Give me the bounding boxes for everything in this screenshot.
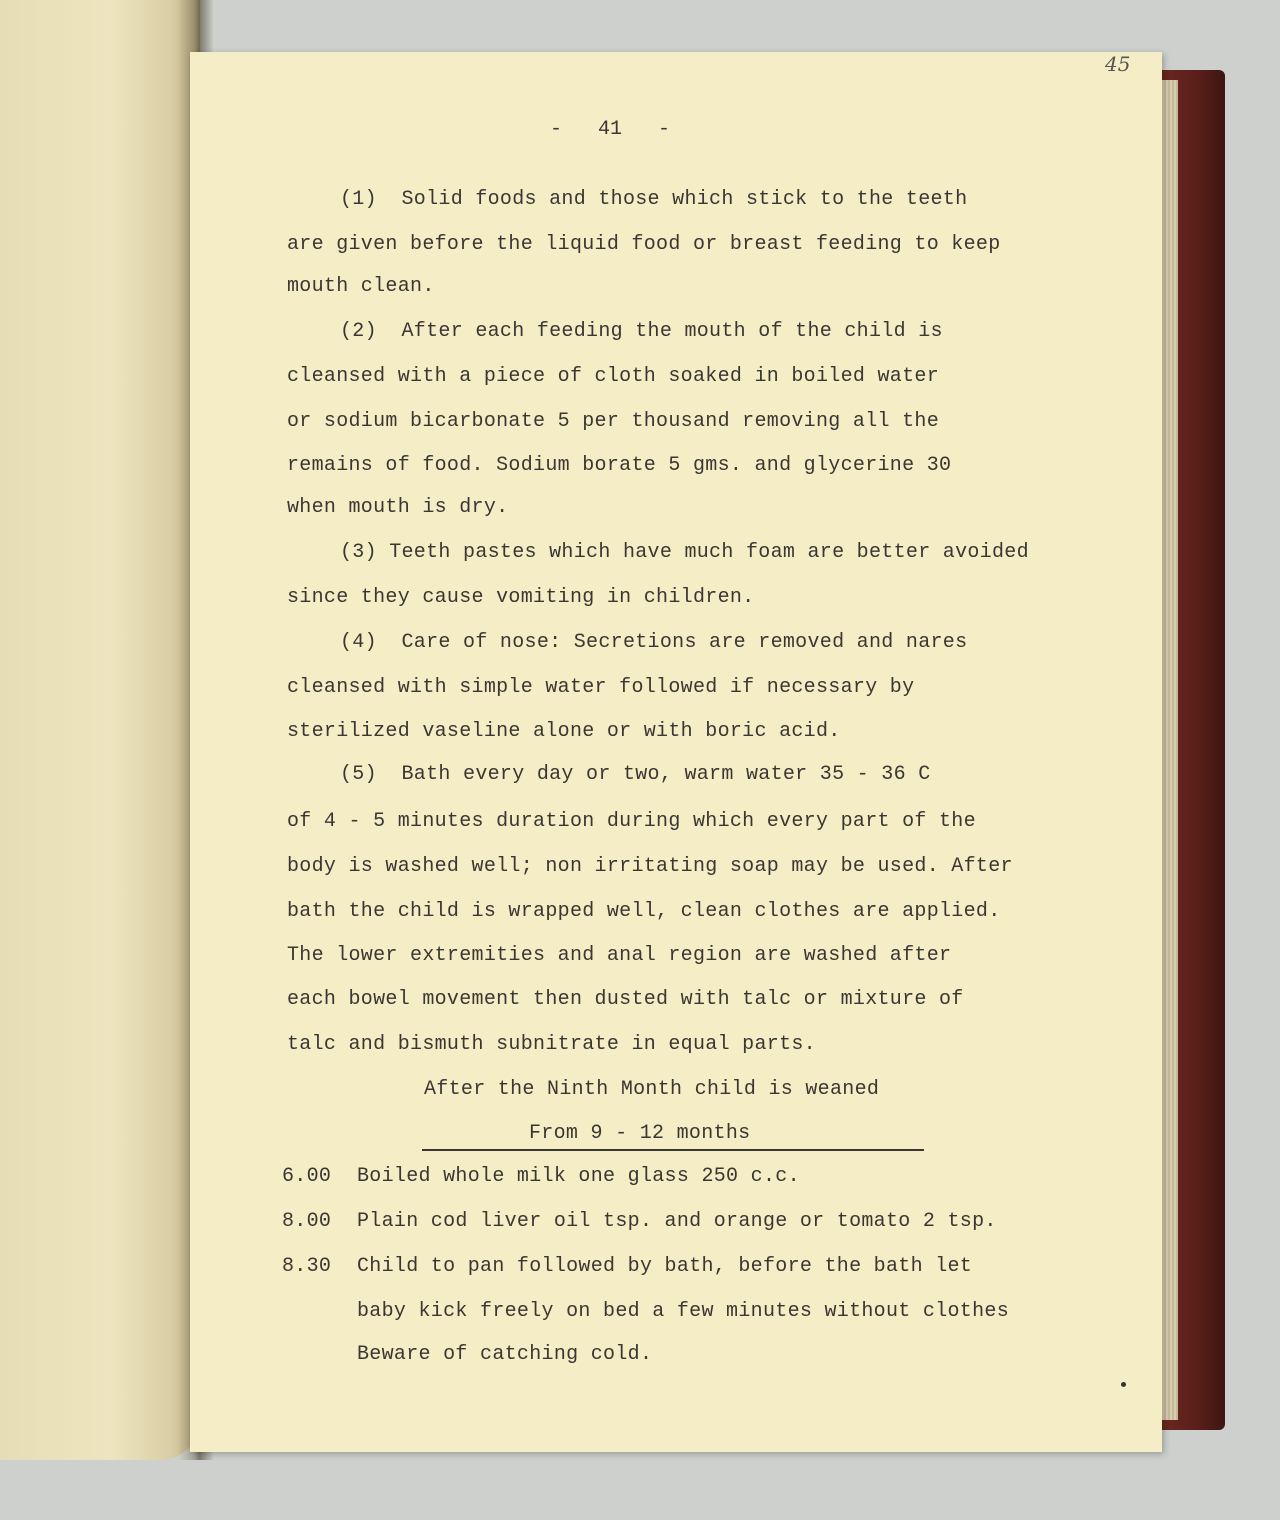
ink-dot (1121, 1382, 1126, 1387)
schedule-entry: Boiled whole milk one glass 250 c.c. (357, 1165, 800, 1188)
section-heading: After the Ninth Month child is weaned (424, 1078, 880, 1101)
text-line: (5) Bath every day or two, warm water 35 - 36 C (340, 763, 931, 786)
text-line: (1) Solid foods and those which stick to the teeth (340, 188, 968, 211)
subheading-underline (422, 1149, 924, 1151)
text-line: each bowel movement then dusted with talc or mixture of (287, 988, 964, 1011)
text-line: are given before the liquid food or breast feeding to keep (287, 233, 1001, 256)
text-line: or sodium bicarbonate 5 per thousand removing all the (287, 410, 940, 433)
schedule-entry: Beware of catching cold. (357, 1343, 653, 1366)
handwritten-page-number: 45 (1105, 52, 1131, 76)
text-line: mouth clean. (287, 275, 435, 298)
schedule-time: 8.00 (282, 1210, 332, 1233)
text-line: of 4 - 5 minutes duration during which every part of the (287, 810, 976, 833)
text-line: since they cause vomiting in children. (287, 586, 755, 609)
text-line: talc and bismuth subnitrate in equal parts. (287, 1033, 816, 1056)
text-line: The lower extremities and anal region are washed after (287, 944, 952, 967)
schedule-entry: baby kick freely on bed a few minutes without clothes (357, 1300, 1010, 1323)
left-page (0, 0, 200, 1460)
text-line: cleansed with simple water followed if necessary by (287, 676, 915, 699)
text-line: body is washed well; non irritating soap may be used. After (287, 855, 1013, 878)
text-line: cleansed with a piece of cloth soaked in boiled water (287, 365, 940, 388)
schedule-entry: Child to pan followed by bath, before the bath let (357, 1255, 973, 1278)
text-line: bath the child is wrapped well, clean clothes are applied. (287, 900, 1001, 923)
text-line: when mouth is dry. (287, 496, 509, 519)
right-page (190, 52, 1162, 1452)
text-line: sterilized vaseline alone or with boric acid. (287, 720, 841, 743)
text-line: remains of food. Sodium borate 5 gms. and glycerine 30 (287, 454, 952, 477)
page-number: - 41 - (550, 118, 671, 141)
text-line: (3) Teeth pastes which have much foam are better avoided (340, 541, 1029, 564)
schedule-time: 8.30 (282, 1255, 332, 1278)
text-line: (2) After each feeding the mouth of the child is (340, 320, 943, 343)
schedule-time: 6.00 (282, 1165, 332, 1188)
text-line: (4) Care of nose: Secretions are removed and nares (340, 631, 968, 654)
section-subheading: From 9 - 12 months (529, 1122, 751, 1145)
schedule-entry: Plain cod liver oil tsp. and orange or tomato 2 tsp. (357, 1210, 997, 1233)
